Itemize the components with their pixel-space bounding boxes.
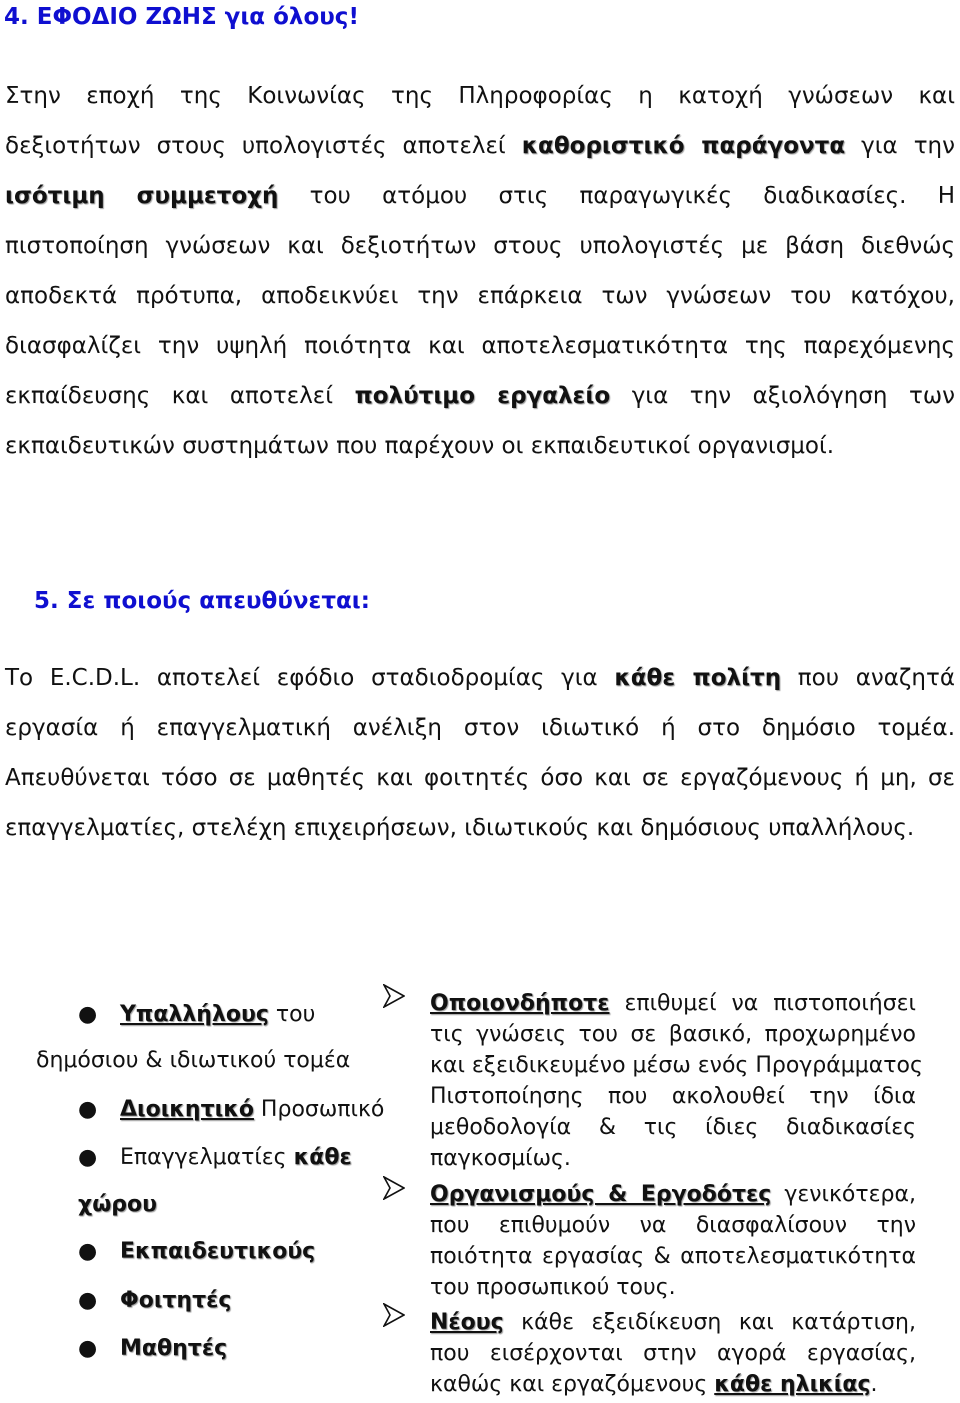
item-line: τις γνώσεις του σε βασικό, προχωρημένο: [430, 1022, 916, 1047]
item-line: Νέους κάθε εξειδίκευση και κατάρτιση,: [430, 1310, 916, 1335]
list-item: Φοιτητές: [120, 1288, 232, 1313]
bullet-icon: ●: [78, 1336, 98, 1361]
arrow-list-item: [430, 988, 923, 1174]
bullet-icon: ●: [78, 1097, 98, 1122]
paragraph-line: πιστοποίηση γνώσεων και δεξιοτήτων στους υπολογιστές με βάση διεθνώς: [5, 233, 955, 259]
section-4-heading: 4. ΕΦΟΔΙΟ ΖΩΗΣ για όλους!: [4, 4, 359, 30]
arrow-list-item: [430, 1307, 916, 1400]
arrow-list-item: [430, 1179, 916, 1303]
paragraph-line: Απευθύνεται τόσο σε μαθητές και φοιτητές όσο και σε εργαζόμενους ή μη, σε: [5, 765, 955, 791]
list-item: Εκπαιδευτικούς: [120, 1239, 316, 1264]
paragraph-line: ισότιμη συμμετοχή του ατόμου στις παραγωγικές διαδικασίες. Η: [5, 183, 956, 209]
paragraph-line: εργασία ή επαγγελματική ανέλιξη στον ιδιωτικό ή στο δημόσιο τομέα.: [5, 715, 955, 741]
list-item-continuation: χώρου: [78, 1192, 158, 1217]
bullet-icon: ●: [78, 1288, 98, 1313]
paragraph-line: δεξιοτήτων στους υπολογιστές αποτελεί καθοριστικό παράγοντα για την: [5, 133, 955, 159]
list-item: Επαγγελματίες κάθε: [120, 1145, 352, 1170]
paragraph-line: Το E.C.D.L. αποτελεί εφόδιο σταδιοδρομίας για κάθε πολίτη που αναζητά: [5, 665, 955, 691]
list-item: Διοικητικό Προσωπικό: [120, 1097, 385, 1122]
item-line: που εισέρχονται στην αγορά εργασίας,: [430, 1341, 916, 1366]
bullet-icon: ●: [78, 1145, 98, 1170]
paragraph-line: εκπαιδευτικών συστημάτων που παρέχουν οι εκπαιδευτικοί οργανισμοί.: [5, 433, 835, 459]
item-line: που επιθυμούν να διασφαλίσουν την: [430, 1213, 916, 1238]
list-item: Μαθητές: [120, 1336, 228, 1361]
paragraph-line: εκπαίδευσης και αποτελεί πολύτιμο εργαλείο για την αξιολόγηση των: [5, 383, 955, 409]
item-line: καθώς και εργαζόμενους κάθε ηλικίας.: [430, 1372, 878, 1397]
item-line: παγκοσμίως.: [430, 1146, 571, 1171]
section-5-paragraph: [5, 653, 955, 853]
item-line: του προσωπικού τους.: [430, 1275, 676, 1300]
paragraph-line: Στην εποχή της Κοινωνίας της Πληροφορίας η κατοχή γνώσεων και: [5, 83, 955, 109]
item-line: ποιότητα εργασίας & αποτελεσματικότητα: [430, 1244, 916, 1269]
arrowhead-bullet-icon: [383, 1176, 405, 1200]
item-line: μεθοδολογία & τις ίδιες διαδικασίες: [430, 1115, 916, 1140]
paragraph-line: επαγγελματίες, στελέχη επιχειρήσεων, ιδιωτικούς και δημόσιους υπαλλήλους.: [5, 815, 915, 841]
bullet-icon: ●: [78, 1239, 98, 1264]
bullet-icon: ●: [78, 1002, 98, 1027]
list-item: Υπαλλήλους του: [120, 1002, 316, 1027]
item-line: Οργανισμούς & Εργοδότες γενικότερα,: [430, 1182, 916, 1207]
list-item-continuation: δημόσιου & ιδιωτικού τομέα: [36, 1048, 351, 1073]
arrowhead-bullet-icon: [383, 1303, 405, 1327]
section-5-heading: 5. Σε ποιούς απευθύνεται:: [34, 588, 370, 614]
section-4-paragraph: [5, 71, 955, 471]
item-line: και εξειδικευμένο μέσω ενός Προγράμματος: [430, 1053, 923, 1078]
arrowhead-bullet-icon: [383, 984, 405, 1008]
paragraph-line: αποδεκτά πρότυπα, αποδεικνύει την επάρκεια των γνώσεων του κατόχου,: [5, 283, 955, 309]
paragraph-line: διασφαλίζει την υψηλή ποιότητα και αποτελεσματικότητα της παρεχόμενης: [5, 333, 955, 359]
item-line: Οποιονδήποτε επιθυμεί να πιστοποιήσει: [430, 991, 916, 1016]
item-line: Πιστοποίησης που ακολουθεί την ίδια: [430, 1084, 916, 1109]
